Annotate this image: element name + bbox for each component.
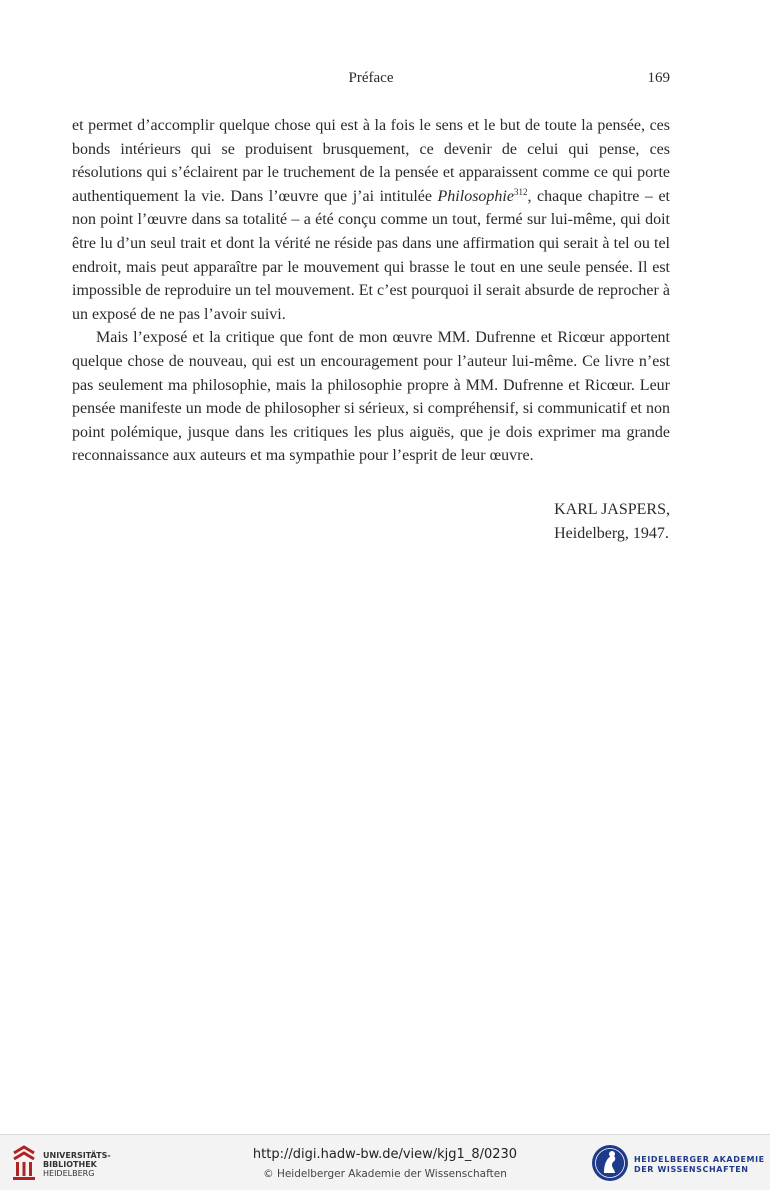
paragraph-1-text-b: , chaque chapitre – et non point l’œuvre dans sa totalité – a été conçu comme un tout, fermé sur lui-même, qui doit être lu d’un seul trait et dont la vérité ne réside pas dans une affirmation qui serait à tel ou tel endroit, mais peut apparaître par le mouvement qui brasse le tout en une seule pensée. Il est impossible de reproduire un tel mouvement. Et c’est pourquoi il serait absurde de reprocher à un exposé de ne pas l’avoir suivi. (72, 187, 670, 323)
source-url-link[interactable]: http://digi.hadw-bw.de/view/kjg1_8/0230 (252, 1147, 518, 1162)
page-number: 169 (647, 70, 670, 86)
paragraph-1-text-a: et permet d’accomplir quelque chose qui est à la fois le sens et le but de toute la pensée, ces bonds intérieurs qui se produisent brusquement, ce devenir de celui qui pense, ces résolutions qui s’éclairent par le truchement de la pensée et apparaissent comme ce qui porte authentiquement la vie. Dans l’œuvre que j’ai intitulée (72, 117, 670, 205)
ub-line-2: BIBLIOTHEK (43, 1160, 97, 1169)
signature-block (554, 498, 670, 545)
footnote-reference: 312 (513, 186, 528, 197)
ub-line-1: UNIVERSITÄTS- (43, 1151, 111, 1160)
paragraph-2: Mais l’exposé et la critique que font de mon œuvre MM. Dufrenne et Ricœur apportent quelque chose de nouveau, qui est un encouragement pour l’auteur lui-même. Ce livre n’est pas seulement ma philosophie, mais la philosophie propre à MM. Dufrenne et Ricœur. Leur pensée manifeste un mode de philosopher si sérieux, si compréhensif, si communicatif et non point polémique, jusque dans les critiques les plus aiguës, que je dois exprimer ma grande reconnaissance aux auteurs et ma sympathie pour l’esprit de leur œuvre. (72, 329, 670, 465)
copyright-notice: © Heidelberger Akademie der Wissenschaften (263, 1168, 507, 1180)
academy-seal-icon (590, 1143, 630, 1183)
academy-line-1: HEIDELBERGER AKADEMIE (634, 1155, 765, 1164)
signature-name: KARL JASPERS, (554, 501, 670, 518)
academy-logo[interactable] (590, 1141, 765, 1185)
footer-bar (0, 1134, 770, 1190)
book-title-philosophie: Philosophie (437, 187, 514, 205)
running-title: Préface (348, 70, 394, 86)
ub-line-3: HEIDELBERG (43, 1169, 95, 1178)
academy-name (634, 1155, 765, 1175)
paragraph-1 (72, 114, 670, 326)
signature-place-date: Heidelberg, 1947. (554, 524, 669, 542)
academy-line-2: DER WISSENSCHAFTEN (634, 1165, 749, 1174)
body-text (72, 114, 670, 468)
